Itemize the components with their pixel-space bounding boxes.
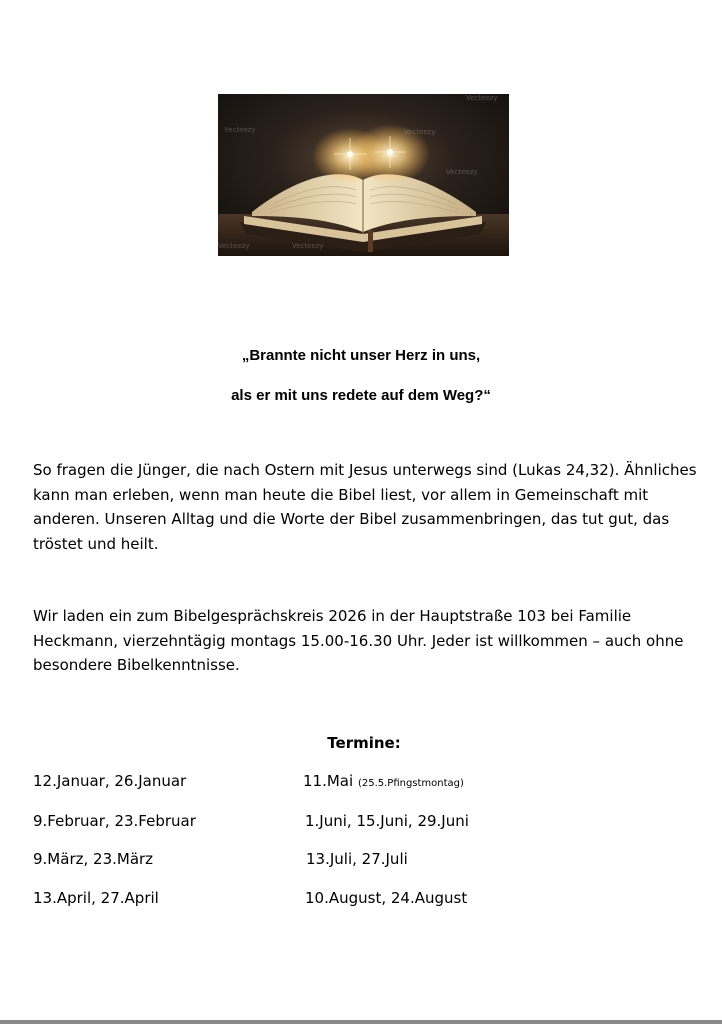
date-right-1 [303, 772, 464, 790]
watermark-text: Vecteezy [446, 168, 478, 176]
date-right-4: 10.August, 24.August [305, 889, 468, 907]
quote-line-2: als er mit uns redete auf dem Weg?“ [231, 387, 491, 404]
date-right-1-text: 11.Mai [303, 772, 354, 790]
date-left-1: 12.Januar, 26.Januar [33, 772, 187, 790]
date-right-3: 13.Juli, 27.Juli [306, 850, 408, 868]
date-left-4: 13.April, 27.April [33, 889, 159, 907]
quote-line-1: „Brannte nicht unser Herz in uns, [241, 347, 481, 364]
invitation-paragraph: Wir laden ein zum Bibelgesprächskreis 2026 in der Hauptstraße 103 bei Familie Heckmann, vierzehntägig montags 15.00-16.30 Uhr. Jeder ist willkommen – auch ohne besondere Bibelkenntnisse. [33, 607, 684, 674]
open-bible-image [218, 94, 509, 256]
watermark-text: Vecteezy [466, 94, 498, 102]
watermark-text: Vecteezy [218, 242, 250, 250]
watermark-text: Vecteezy [292, 242, 324, 250]
watermark-text: Vecteezy [404, 128, 436, 136]
date-left-2: 9.Februar, 23.Februar [33, 812, 196, 830]
watermark-text: Vecteezy [224, 126, 256, 134]
termine-heading: Termine: [327, 734, 401, 752]
date-left-3: 9.März, 23.März [33, 850, 154, 868]
page-bottom-border [0, 1020, 722, 1024]
pfingstmontag-note: (25.5.Pfingstmontag) [357, 778, 464, 789]
date-right-2: 1.Juni, 15.Juni, 29.Juni [305, 812, 469, 830]
intro-paragraph: So fragen die Jünger, die nach Ostern mit Jesus unterwegs sind (Lukas 24,32). Ähnliches kann man erleben, wenn man heute die Bibel liest, vor allem in Gemeinschaft mit anderen. Unseren Alltag und die Worte der Bibel zusammenbringen, das tut gut, das tröstet und heilt. [33, 461, 697, 553]
